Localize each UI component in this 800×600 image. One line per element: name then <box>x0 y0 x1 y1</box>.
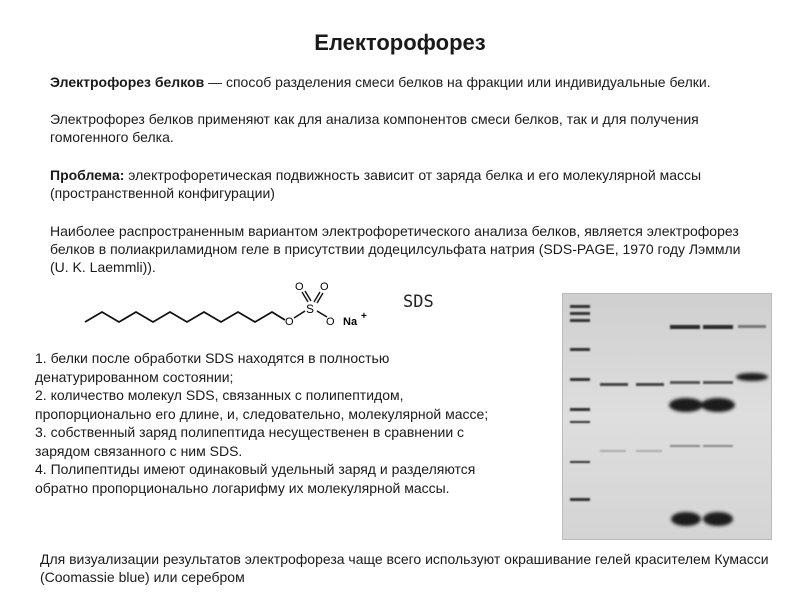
atom-o-ester: O <box>285 316 294 328</box>
band-lane2-faint <box>600 450 626 452</box>
marker-band <box>570 498 590 501</box>
sds-properties-list <box>35 349 515 497</box>
band-lane5-mid <box>703 381 733 384</box>
problem-text: электрофоретическая подвижность зависит от заряда белка и его молекулярной массы (пространственной конфигурации) <box>50 167 702 201</box>
atom-o-minus: O <box>326 316 335 328</box>
sds-page-gel-image <box>562 293 772 540</box>
sds-page-paragraph: Наиболее распространенным вариантом электрофоретического анализа белков, является электрофорез белков в полиакриламидном геле в присутствии додецилсульфата натрия (SDS-PAGE, 1970 году Лэммли (U. K. Laemmli)). <box>50 223 741 275</box>
list-item: 1. белки после обработки SDS находятся в полностью денатурированном состоянии; <box>35 350 390 385</box>
band-lane5-top <box>703 325 733 329</box>
heavy-band-lane5 <box>701 398 735 412</box>
marker-band <box>570 461 590 463</box>
problem-label: Проблема: <box>50 167 125 183</box>
marker-band <box>570 348 590 351</box>
band-lane4-mid <box>670 381 700 384</box>
band-lane5-low <box>703 445 733 447</box>
term-bold: Электрофорез белков <box>50 74 205 90</box>
band-lane3 <box>636 383 664 386</box>
term-definition: — способ разделения смеси белков на фракции или индивидуальные белки. <box>204 74 711 90</box>
gel-background <box>562 293 772 540</box>
usage-paragraph: Электрофорез белков применяют как для анализа компонентов смеси белков, так и для получения гомогенного белка. <box>50 111 699 145</box>
list-item: 3. собственный заряд полипептида несущественен в сравнении с зарядом связанного с ним SDS. <box>35 424 465 459</box>
bottom-band-lane4 <box>671 512 701 526</box>
band-lane4-low <box>670 445 700 447</box>
band-lane4-top <box>670 325 700 329</box>
atom-o-top-left: O <box>295 281 304 293</box>
marker-band <box>570 319 590 322</box>
problem-paragraph <box>50 166 750 202</box>
staining-note: Для визуализации результатов электрофореза чаще всего используют окрашивание гелей красителем Кумасси (Coomassie blue) или серебром <box>40 551 769 585</box>
marker-band <box>570 312 590 315</box>
heavy-band-lane4 <box>669 398 703 412</box>
marker-band <box>570 421 590 423</box>
intro-paragraph <box>50 73 750 91</box>
sodium-charge: + <box>361 311 367 322</box>
bond-o-s <box>294 311 305 318</box>
list-item: 2. количество молекул SDS, связанных с полипептидом, пропорционально его длине, и, следовательно, молекулярной массе; <box>35 387 489 422</box>
atom-sodium: Na <box>343 316 358 328</box>
heavy-band-lane6 <box>736 373 768 381</box>
marker-band <box>570 408 590 411</box>
atom-s: S <box>306 302 315 316</box>
marker-band <box>570 378 590 381</box>
alkyl-chain <box>85 312 285 322</box>
list-item: 4. Полипептиды имеют одинаковый удельный заряд и разделяются обратно пропорционально логарифму их молекулярной массы. <box>35 461 476 496</box>
page-title: Електорофорез <box>314 30 486 55</box>
band-lane2 <box>600 383 628 386</box>
bottom-band-lane5 <box>703 512 733 526</box>
marker-band <box>570 305 590 308</box>
band-lane6-top <box>738 325 766 328</box>
band-lane3-faint <box>636 450 662 452</box>
sds-label: SDS <box>403 292 434 312</box>
sds-structural-formula <box>80 280 380 340</box>
atom-o-top-right: O <box>320 281 329 293</box>
